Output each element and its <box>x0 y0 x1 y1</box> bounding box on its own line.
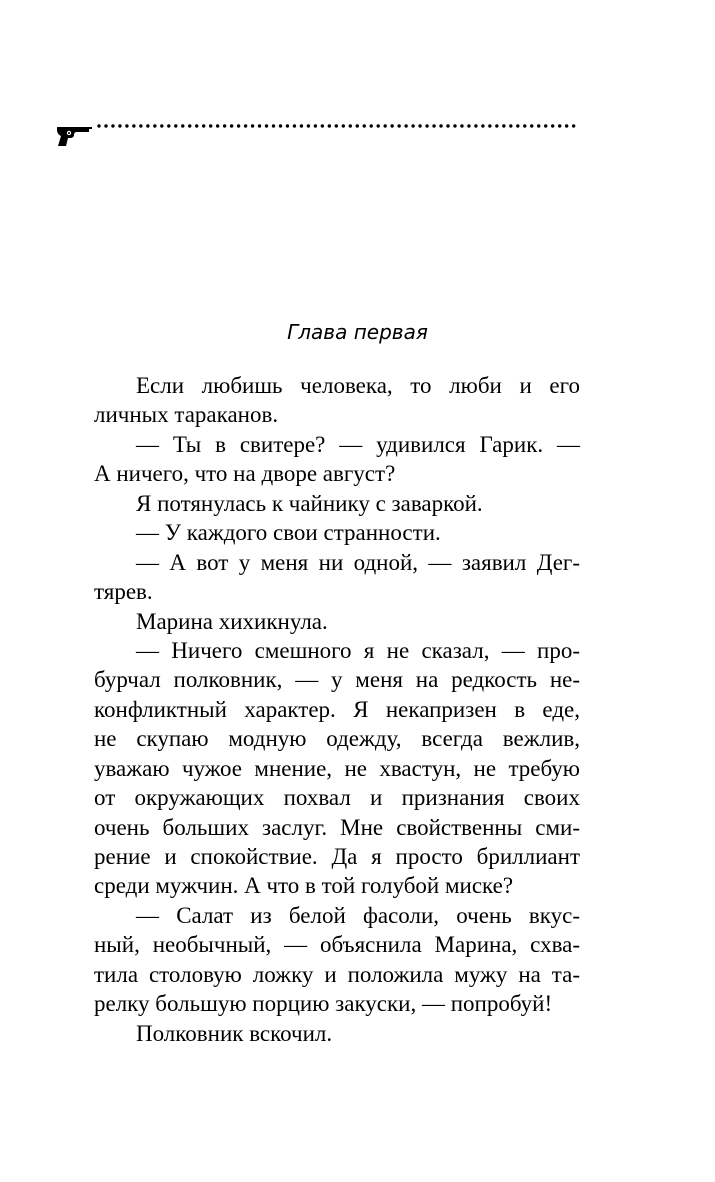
text-line: тярев. <box>94 579 153 605</box>
text-line: Марина хихикнула. <box>136 608 328 634</box>
text-line: Я потянулась к чайнику с заваркой. <box>136 490 483 516</box>
text-line: рение и спокойствие. Да я просто бриллиант <box>94 844 580 869</box>
chapter-ornament <box>56 118 584 148</box>
text-line: личных тараканов. <box>94 402 279 428</box>
text-line: конфликтный характер. Я некапризен в еде, <box>94 696 580 722</box>
text-line: — Салат из белой фасоли, очень вкус- <box>136 902 580 928</box>
text-line: релку большую порцию закуски, — попробуй! <box>94 991 553 1017</box>
body-text <box>94 371 580 1048</box>
text-line: среди мужчин. А что в той голубой миске? <box>94 873 514 899</box>
text-line: ный, необычный, — объяснила Марина, схва- <box>94 932 580 958</box>
text-line: А ничего, что на дворе август? <box>94 461 396 487</box>
text-line: уважаю чужое мнение, не хвастун, не требую <box>94 755 580 781</box>
text-line: — Ничего смешного я не сказал, — про- <box>136 637 580 663</box>
text-line: не скупаю модную одежду, всегда вежлив, <box>94 726 580 752</box>
text-line: — А вот у меня ни одной, — заявил Дег- <box>136 549 580 575</box>
text-line: тила столовую ложку и положила мужу на та- <box>94 961 580 987</box>
dotted-rule <box>96 122 580 130</box>
chapter-title: Глава первая <box>287 320 428 344</box>
text-line: Если любишь человека, то люби и его <box>136 373 580 398</box>
text-line: очень больших заслуг. Мне свойственны сми- <box>94 814 580 840</box>
text-line: — Ты в свитере? — удивился Гарик. — <box>136 431 580 457</box>
text-line: от окружающих похвал и признания своих <box>94 785 580 811</box>
text-line: — У каждого свои странности. <box>136 520 441 546</box>
text-line: бурчал полковник, — у меня на редкость не- <box>94 667 580 693</box>
revolver-icon <box>56 118 96 148</box>
text-line: Полковник вскочил. <box>136 1020 333 1046</box>
